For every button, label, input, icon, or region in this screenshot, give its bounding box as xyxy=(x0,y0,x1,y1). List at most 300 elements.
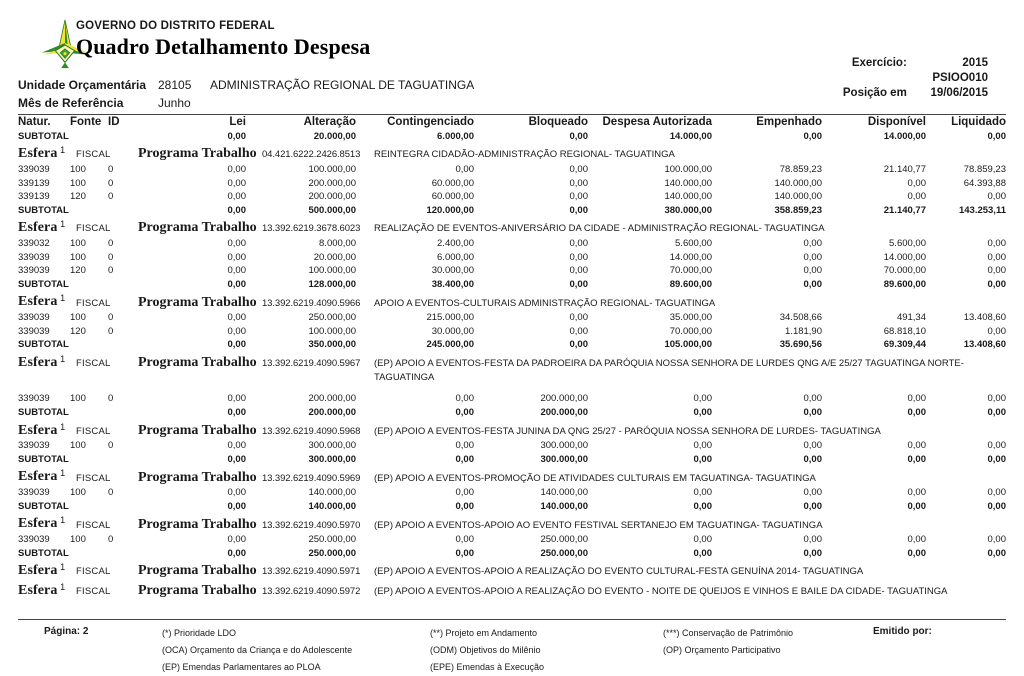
program-header-row xyxy=(18,217,1006,237)
cell-despesa-autorizada: 0,00 xyxy=(693,440,712,452)
cell-disponivel: 0,00 xyxy=(907,177,926,189)
table-subtotal-row xyxy=(18,130,1006,144)
subtotal-label: SUBTOTAL xyxy=(18,339,69,351)
cell-lei: 0,00 xyxy=(227,487,246,499)
subtotal-empenhado: 0,00 xyxy=(803,500,822,512)
program-header-cell xyxy=(18,143,1006,163)
subtotal-empenhado: 0,00 xyxy=(803,278,822,290)
cell-empenhado: 34.508,66 xyxy=(779,312,822,324)
subtotal-empenhado: 35.690,56 xyxy=(779,339,822,351)
subtotal-lei: 0,00 xyxy=(227,500,246,512)
budget-table-container xyxy=(18,116,1006,600)
cell-empenhado: 140.000,00 xyxy=(774,177,822,189)
subtotal-contingenciado: 245.000,00 xyxy=(426,339,474,351)
cell-fonte: 100 xyxy=(70,393,86,405)
cell-fonte: 100 xyxy=(70,487,86,499)
cell-disponivel: 21.140,77 xyxy=(883,163,926,175)
cell-id: 0 xyxy=(108,191,114,203)
cell-disponivel: 0,00 xyxy=(907,534,926,546)
subtotal-alteracao: 250.000,00 xyxy=(308,547,356,559)
subtotal-despesa-autorizada: 380.000,00 xyxy=(664,204,712,216)
legend-item: (OP) Orçamento Participativo xyxy=(663,645,781,655)
table-row xyxy=(18,533,1006,547)
cell-natureza: 339039 xyxy=(18,487,50,499)
subtotal-contingenciado: 0,00 xyxy=(455,547,474,559)
subtotal-alteracao: 20.000,00 xyxy=(313,130,356,142)
subtotal-contingenciado: 38.400,00 xyxy=(431,278,474,290)
cell-alteracao: 100.000,00 xyxy=(308,265,356,277)
cell-liquidado: 0,00 xyxy=(987,251,1006,263)
table-subtotal-row xyxy=(18,406,1006,420)
program-header-cell xyxy=(18,420,1006,440)
programa-trabalho-code: 13.392.6219.4090.5967 xyxy=(262,358,361,370)
col-header-liquidado: Liquidado xyxy=(951,116,1006,128)
cell-liquidado: 0,00 xyxy=(987,191,1006,203)
cell-id: 0 xyxy=(108,163,114,175)
cell-lei: 0,00 xyxy=(227,177,246,189)
subtotal-disponivel: 69.309,44 xyxy=(883,339,926,351)
cell-disponivel: 68.818,10 xyxy=(883,325,926,337)
report-code: PSIOO010 xyxy=(932,72,988,84)
cell-despesa-autorizada: 0,00 xyxy=(693,393,712,405)
subtotal-liquidado: 0,00 xyxy=(987,500,1006,512)
cell-despesa-autorizada: 70.000,00 xyxy=(669,265,712,277)
cell-disponivel: 5.600,00 xyxy=(889,238,926,250)
legend-column-2 xyxy=(430,625,544,676)
col-header-bloqueado: Bloqueado xyxy=(528,116,588,128)
cell-empenhado: 0,00 xyxy=(803,265,822,277)
legend-item: (OCA) Orçamento da Criança e do Adolescente xyxy=(162,645,353,655)
programa-trabalho-code: 13.392.6219.4090.5968 xyxy=(262,425,361,437)
cell-natureza: 339039 xyxy=(18,163,50,175)
col-header-alteracao: Alteração xyxy=(303,116,356,128)
subtotal-despesa-autorizada: 0,00 xyxy=(693,453,712,465)
posicao-row xyxy=(843,86,988,101)
programa-trabalho-description: (EP) APOIO A EVENTOS-APOIO A REALIZAÇÃO DO EVENTO - NOITE DE QUEIJOS E VINHOS E BAILE DA CIDADE- TAGUATINGA xyxy=(374,586,948,598)
programa-trabalho-code: 13.392.6219.4090.5966 xyxy=(262,297,361,309)
programa-trabalho-code: 13.392.6219.4090.5970 xyxy=(262,519,361,531)
table-subtotal-row xyxy=(18,547,1006,561)
cell-despesa-autorizada: 35.000,00 xyxy=(669,312,712,324)
cell-liquidado: 78.859,23 xyxy=(963,163,1006,175)
subtotal-lei: 0,00 xyxy=(227,204,246,216)
cell-lei: 0,00 xyxy=(227,265,246,277)
cell-bloqueado: 0,00 xyxy=(569,177,588,189)
cell-id: 0 xyxy=(108,325,114,337)
cell-despesa-autorizada: 70.000,00 xyxy=(669,325,712,337)
subtotal-disponivel: 21.140,77 xyxy=(883,204,926,216)
cell-lei: 0,00 xyxy=(227,238,246,250)
cell-alteracao: 8.000,00 xyxy=(319,238,356,250)
row-spacer-cell xyxy=(18,385,1006,392)
subtotal-disponivel: 0,00 xyxy=(907,500,926,512)
subtotal-alteracao: 140.000,00 xyxy=(308,500,356,512)
cell-despesa-autorizada: 0,00 xyxy=(693,487,712,499)
cell-fonte: 120 xyxy=(70,325,86,337)
programa-trabalho-label: Programa Trabalho xyxy=(138,294,257,310)
legend-item: (**) Projeto em Andamento xyxy=(430,628,538,638)
col-header-contingenciado: Contingenciado xyxy=(387,116,474,128)
cell-disponivel: 0,00 xyxy=(907,440,926,452)
cell-lei: 0,00 xyxy=(227,325,246,337)
esfera-fiscal-label: FISCAL xyxy=(76,472,111,484)
cell-alteracao: 250.000,00 xyxy=(308,534,356,546)
cell-fonte: 120 xyxy=(70,191,86,203)
subtotal-disponivel: 0,00 xyxy=(907,547,926,559)
col-header-id: ID xyxy=(108,116,120,128)
cell-bloqueado: 0,00 xyxy=(569,325,588,337)
cell-contingenciado: 0,00 xyxy=(455,393,474,405)
subtotal-contingenciado: 0,00 xyxy=(455,453,474,465)
subtotal-disponivel: 14.000,00 xyxy=(883,130,926,142)
table-subtotal-row xyxy=(18,278,1006,292)
cell-id: 0 xyxy=(108,251,114,263)
programa-trabalho-label: Programa Trabalho xyxy=(138,469,257,485)
organization-name: GOVERNO DO DISTRITO FEDERAL xyxy=(76,20,275,32)
cell-contingenciado: 0,00 xyxy=(455,440,474,452)
programa-trabalho-description: APOIO A EVENTOS-CULTURAIS ADMINISTRAÇÃO REGIONAL- TAGUATINGA xyxy=(374,297,716,309)
subtotal-empenhado: 358.859,23 xyxy=(774,204,822,216)
subtotal-liquidado: 0,00 xyxy=(987,130,1006,142)
cell-alteracao: 100.000,00 xyxy=(308,163,356,175)
programa-trabalho-code: 04.421.6222.2426.8513 xyxy=(262,149,361,161)
cell-bloqueado: 0,00 xyxy=(569,191,588,203)
program-header-cell xyxy=(18,560,1006,580)
cell-despesa-autorizada: 140.000,00 xyxy=(664,191,712,203)
cell-id: 0 xyxy=(108,312,114,324)
subtotal-label: SUBTOTAL xyxy=(18,500,69,512)
cell-contingenciado: 60.000,00 xyxy=(431,191,474,203)
legend-item: (***) Conservação de Patrimônio xyxy=(663,628,794,638)
cell-natureza: 339039 xyxy=(18,325,50,337)
table-row xyxy=(18,486,1006,500)
cell-empenhado: 0,00 xyxy=(803,534,822,546)
col-header-lei: Lei xyxy=(229,116,246,128)
table-row xyxy=(18,325,1006,339)
cell-empenhado: 1.181,90 xyxy=(785,325,822,337)
table-row xyxy=(18,311,1006,325)
cell-contingenciado: 0,00 xyxy=(455,534,474,546)
cell-bloqueado: 0,00 xyxy=(569,251,588,263)
esfera-label: Esfera 1 xyxy=(18,515,66,532)
program-header-row xyxy=(18,352,1006,385)
budget-table-body xyxy=(18,130,1006,600)
cell-fonte: 100 xyxy=(70,251,86,263)
cell-empenhado: 0,00 xyxy=(803,238,822,250)
cell-bloqueado: 0,00 xyxy=(569,265,588,277)
unidade-orcamentaria-row xyxy=(18,76,474,94)
cell-fonte: 120 xyxy=(70,265,86,277)
cell-natureza: 339039 xyxy=(18,393,50,405)
posicao-value: 19/06/2015 xyxy=(930,87,988,99)
subtotal-bloqueado: 300.000,00 xyxy=(540,453,588,465)
legend-item: (ODM) Objetivos do Milênio xyxy=(430,645,541,655)
cell-contingenciado: 0,00 xyxy=(455,163,474,175)
subtotal-empenhado: 0,00 xyxy=(803,547,822,559)
subtotal-bloqueado: 250.000,00 xyxy=(540,547,588,559)
table-row xyxy=(18,237,1006,251)
unidade-code: 28105 xyxy=(158,78,192,92)
report-code-row xyxy=(843,71,988,86)
cell-fonte: 100 xyxy=(70,312,86,324)
subtotal-lei: 0,00 xyxy=(227,547,246,559)
cell-despesa-autorizada: 140.000,00 xyxy=(664,177,712,189)
page-label: Página: xyxy=(44,626,81,637)
program-header-row xyxy=(18,291,1006,311)
cell-id: 0 xyxy=(108,440,114,452)
subtotal-label: SUBTOTAL xyxy=(18,130,69,142)
page-number xyxy=(44,626,88,637)
subtotal-lei: 0,00 xyxy=(227,130,246,142)
table-row xyxy=(18,190,1006,204)
subtotal-despesa-autorizada: 105.000,00 xyxy=(664,339,712,351)
subtotal-despesa-autorizada: 14.000,00 xyxy=(669,130,712,142)
esfera-fiscal-label: FISCAL xyxy=(76,358,111,370)
subtotal-label: SUBTOTAL xyxy=(18,453,69,465)
subtotal-liquidado: 0,00 xyxy=(987,406,1006,418)
subtotal-empenhado: 0,00 xyxy=(803,453,822,465)
subtotal-despesa-autorizada: 89.600,00 xyxy=(669,278,712,290)
cell-bloqueado: 0,00 xyxy=(569,163,588,175)
programa-trabalho-description: (EP) APOIO A EVENTOS-FESTA DA PADROEIRA DA PARÓQUIA NOSSA SENHORA DE LURDES QNG A/E 25/27 TAGUATINGA NORTE- TAGUATINGA xyxy=(374,358,964,383)
cell-natureza: 339039 xyxy=(18,265,50,277)
cell-alteracao: 250.000,00 xyxy=(308,312,356,324)
subtotal-contingenciado: 120.000,00 xyxy=(426,204,474,216)
unidade-name: ADMINISTRAÇÃO REGIONAL DE TAGUATINGA xyxy=(210,78,475,92)
cell-liquidado: 0,00 xyxy=(987,487,1006,499)
subtotal-empenhado: 0,00 xyxy=(803,406,822,418)
program-header-cell xyxy=(18,352,1006,385)
col-header-natur: Natur. xyxy=(18,116,51,128)
cell-alteracao: 140.000,00 xyxy=(308,487,356,499)
programa-trabalho-label: Programa Trabalho xyxy=(138,516,257,532)
subtotal-disponivel: 0,00 xyxy=(907,453,926,465)
subtotal-alteracao: 128.000,00 xyxy=(308,278,356,290)
esfera-label: Esfera 1 xyxy=(18,219,66,236)
programa-trabalho-description: (EP) APOIO A EVENTOS-APOIO A REALIZAÇÃO DO EVENTO CULTURAL-FESTA GENUÍNA 2014- TAGUATINGA xyxy=(374,566,864,578)
report-footer xyxy=(18,620,1006,676)
cell-natureza: 339139 xyxy=(18,177,50,189)
esfera-label: Esfera 1 xyxy=(18,582,66,599)
programa-trabalho-label: Programa Trabalho xyxy=(138,355,257,371)
cell-fonte: 100 xyxy=(70,440,86,452)
cell-contingenciado: 60.000,00 xyxy=(431,177,474,189)
esfera-label: Esfera 1 xyxy=(18,421,66,438)
cell-bloqueado: 250.000,00 xyxy=(540,534,588,546)
posicao-label: Posição em xyxy=(842,87,907,99)
cell-disponivel: 0,00 xyxy=(907,487,926,499)
cell-disponivel: 70.000,00 xyxy=(883,265,926,277)
legend-item: (EP) Emendas Parlamentares ao PLOA xyxy=(162,662,321,672)
cell-liquidado: 0,00 xyxy=(987,238,1006,250)
emitido-por-label: Emitido por: xyxy=(873,626,932,637)
table-subtotal-row xyxy=(18,500,1006,514)
esfera-fiscal-label: FISCAL xyxy=(76,297,111,309)
cell-lei: 0,00 xyxy=(227,191,246,203)
program-header-row xyxy=(18,466,1006,486)
subtotal-bloqueado: 0,00 xyxy=(569,278,588,290)
subtotal-bloqueado: 0,00 xyxy=(569,204,588,216)
esfera-label: Esfera 1 xyxy=(18,145,66,162)
cell-id: 0 xyxy=(108,487,114,499)
program-header-row xyxy=(18,560,1006,580)
col-header-empenhado: Empenhado xyxy=(756,116,822,128)
mes-referencia-row xyxy=(18,94,474,112)
programa-trabalho-description: REINTEGRA CIDADÃO-ADMINISTRAÇÃO REGIONAL- TAGUATINGA xyxy=(374,149,675,161)
esfera-label: Esfera 1 xyxy=(18,353,66,371)
cell-liquidado: 64.393,88 xyxy=(963,177,1006,189)
table-row xyxy=(18,264,1006,278)
cell-empenhado: 140.000,00 xyxy=(774,191,822,203)
cell-fonte: 100 xyxy=(70,534,86,546)
budget-table xyxy=(18,116,1006,600)
cell-empenhado: 78.859,23 xyxy=(779,163,822,175)
cell-lei: 0,00 xyxy=(227,440,246,452)
subtotal-alteracao: 200.000,00 xyxy=(308,406,356,418)
table-subtotal-row xyxy=(18,338,1006,352)
programa-trabalho-label: Programa Trabalho xyxy=(138,422,257,438)
mes-value: Junho xyxy=(158,96,191,110)
subtotal-contingenciado: 0,00 xyxy=(455,500,474,512)
cell-despesa-autorizada: 14.000,00 xyxy=(669,251,712,263)
cell-fonte: 100 xyxy=(70,238,86,250)
programa-trabalho-label: Programa Trabalho xyxy=(138,563,257,579)
unit-info-block xyxy=(18,76,474,112)
subtotal-lei: 0,00 xyxy=(227,278,246,290)
cell-bloqueado: 0,00 xyxy=(569,312,588,324)
cell-liquidado: 0,00 xyxy=(987,534,1006,546)
esfera-label: Esfera 1 xyxy=(18,293,66,310)
subtotal-label: SUBTOTAL xyxy=(18,547,69,559)
page-value: 2 xyxy=(82,626,89,637)
cell-natureza: 339032 xyxy=(18,238,50,250)
cell-empenhado: 0,00 xyxy=(803,487,822,499)
table-subtotal-row xyxy=(18,204,1006,218)
table-subtotal-row xyxy=(18,453,1006,467)
cell-bloqueado: 0,00 xyxy=(569,238,588,250)
cell-empenhado: 0,00 xyxy=(803,393,822,405)
cell-fonte: 100 xyxy=(70,163,86,175)
legend-item: (EPE) Emendas à Execução xyxy=(430,662,545,672)
cell-contingenciado: 2.400,00 xyxy=(437,238,474,250)
cell-alteracao: 20.000,00 xyxy=(313,251,356,263)
subtotal-despesa-autorizada: 0,00 xyxy=(693,547,712,559)
program-header-row xyxy=(18,513,1006,533)
subtotal-lei: 0,00 xyxy=(227,339,246,351)
cell-lei: 0,00 xyxy=(227,393,246,405)
cell-lei: 0,00 xyxy=(227,534,246,546)
cell-disponivel: 0,00 xyxy=(907,191,926,203)
subtotal-bloqueado: 140.000,00 xyxy=(540,500,588,512)
cell-lei: 0,00 xyxy=(227,163,246,175)
subtotal-disponivel: 0,00 xyxy=(907,406,926,418)
subtotal-liquidado: 143.253,11 xyxy=(958,204,1006,216)
cell-liquidado: 0,00 xyxy=(987,440,1006,452)
subtotal-despesa-autorizada: 0,00 xyxy=(693,500,712,512)
legend-item: (*) Prioridade LDO xyxy=(162,628,237,638)
cell-despesa-autorizada: 5.600,00 xyxy=(675,238,712,250)
programa-trabalho-label: Programa Trabalho xyxy=(138,220,257,236)
program-header-cell xyxy=(18,466,1006,486)
esfera-label: Esfera 1 xyxy=(18,468,66,485)
subtotal-bloqueado: 0,00 xyxy=(569,130,588,142)
page-title: Quadro Detalhamento Despesa xyxy=(76,34,371,59)
esfera-label: Esfera 1 xyxy=(18,562,66,579)
cell-bloqueado: 140.000,00 xyxy=(540,487,588,499)
cell-bloqueado: 200.000,00 xyxy=(540,393,588,405)
programa-trabalho-code: 13.392.6219.4090.5972 xyxy=(262,586,361,598)
cell-empenhado: 0,00 xyxy=(803,440,822,452)
cell-contingenciado: 6.000,00 xyxy=(437,251,474,263)
mes-label: Mês de Referência xyxy=(18,96,124,110)
programa-trabalho-description: REALIZAÇÃO DE EVENTOS-ANIVERSÁRIO DA CIDADE - ADMINISTRAÇÃO REGIONAL- TAGUATINGA xyxy=(374,223,825,235)
exercicio-label: Exercício: xyxy=(851,57,907,69)
programa-trabalho-code: 13.392.6219.3678.6023 xyxy=(262,223,361,235)
table-row xyxy=(18,439,1006,453)
cell-alteracao: 200.000,00 xyxy=(308,191,356,203)
cell-liquidado: 0,00 xyxy=(987,265,1006,277)
esfera-fiscal-label: FISCAL xyxy=(76,223,111,235)
programa-trabalho-code: 13.392.6219.4090.5971 xyxy=(262,566,361,578)
programa-trabalho-label: Programa Trabalho xyxy=(138,146,257,162)
cell-natureza: 339039 xyxy=(18,534,50,546)
subtotal-disponivel: 89.600,00 xyxy=(883,278,926,290)
cell-natureza: 339139 xyxy=(18,191,50,203)
cell-alteracao: 300.000,00 xyxy=(308,440,356,452)
cell-natureza: 339039 xyxy=(18,251,50,263)
subtotal-label: SUBTOTAL xyxy=(18,278,69,290)
table-row xyxy=(18,251,1006,265)
report-meta xyxy=(843,56,988,101)
subtotal-contingenciado: 6.000,00 xyxy=(437,130,474,142)
cell-bloqueado: 300.000,00 xyxy=(540,440,588,452)
program-header-row xyxy=(18,580,1006,600)
legend-column-1 xyxy=(162,625,352,676)
program-header-row xyxy=(18,420,1006,440)
table-header-row xyxy=(18,116,1006,130)
subtotal-bloqueado: 0,00 xyxy=(569,339,588,351)
program-header-cell xyxy=(18,217,1006,237)
subtotal-liquidado: 0,00 xyxy=(987,547,1006,559)
cell-disponivel: 0,00 xyxy=(907,393,926,405)
program-header-cell xyxy=(18,513,1006,533)
programa-trabalho-code: 13.392.6219.4090.5969 xyxy=(262,472,361,484)
programa-trabalho-label: Programa Trabalho xyxy=(138,583,257,599)
cell-empenhado: 0,00 xyxy=(803,251,822,263)
esfera-fiscal-label: FISCAL xyxy=(76,149,111,161)
cell-fonte: 100 xyxy=(70,177,86,189)
programa-trabalho-description: (EP) APOIO A EVENTOS-APOIO AO EVENTO FESTIVAL SERTANEJO EM TAGUATINGA- TAGUATINGA xyxy=(374,519,823,531)
cell-despesa-autorizada: 0,00 xyxy=(693,534,712,546)
subtotal-empenhado: 0,00 xyxy=(803,130,822,142)
esfera-fiscal-label: FISCAL xyxy=(76,586,111,598)
subtotal-alteracao: 300.000,00 xyxy=(308,453,356,465)
cell-id: 0 xyxy=(108,393,114,405)
program-header-cell xyxy=(18,580,1006,600)
program-header-row xyxy=(18,143,1006,163)
subtotal-lei: 0,00 xyxy=(227,406,246,418)
row-spacer xyxy=(18,385,1006,392)
col-header-disponivel: Disponível xyxy=(867,116,926,128)
table-row xyxy=(18,177,1006,191)
esfera-fiscal-label: FISCAL xyxy=(76,566,111,578)
subtotal-alteracao: 350.000,00 xyxy=(308,339,356,351)
subtotal-liquidado: 0,00 xyxy=(987,278,1006,290)
cell-lei: 0,00 xyxy=(227,312,246,324)
programa-trabalho-description: (EP) APOIO A EVENTOS-FESTA JUNINA DA QNG 25/27 - PARÓQUIA NOSSA SENHORA DE LURDES- TAGUATINGA xyxy=(374,425,881,437)
cell-natureza: 339039 xyxy=(18,312,50,324)
program-header-cell xyxy=(18,291,1006,311)
